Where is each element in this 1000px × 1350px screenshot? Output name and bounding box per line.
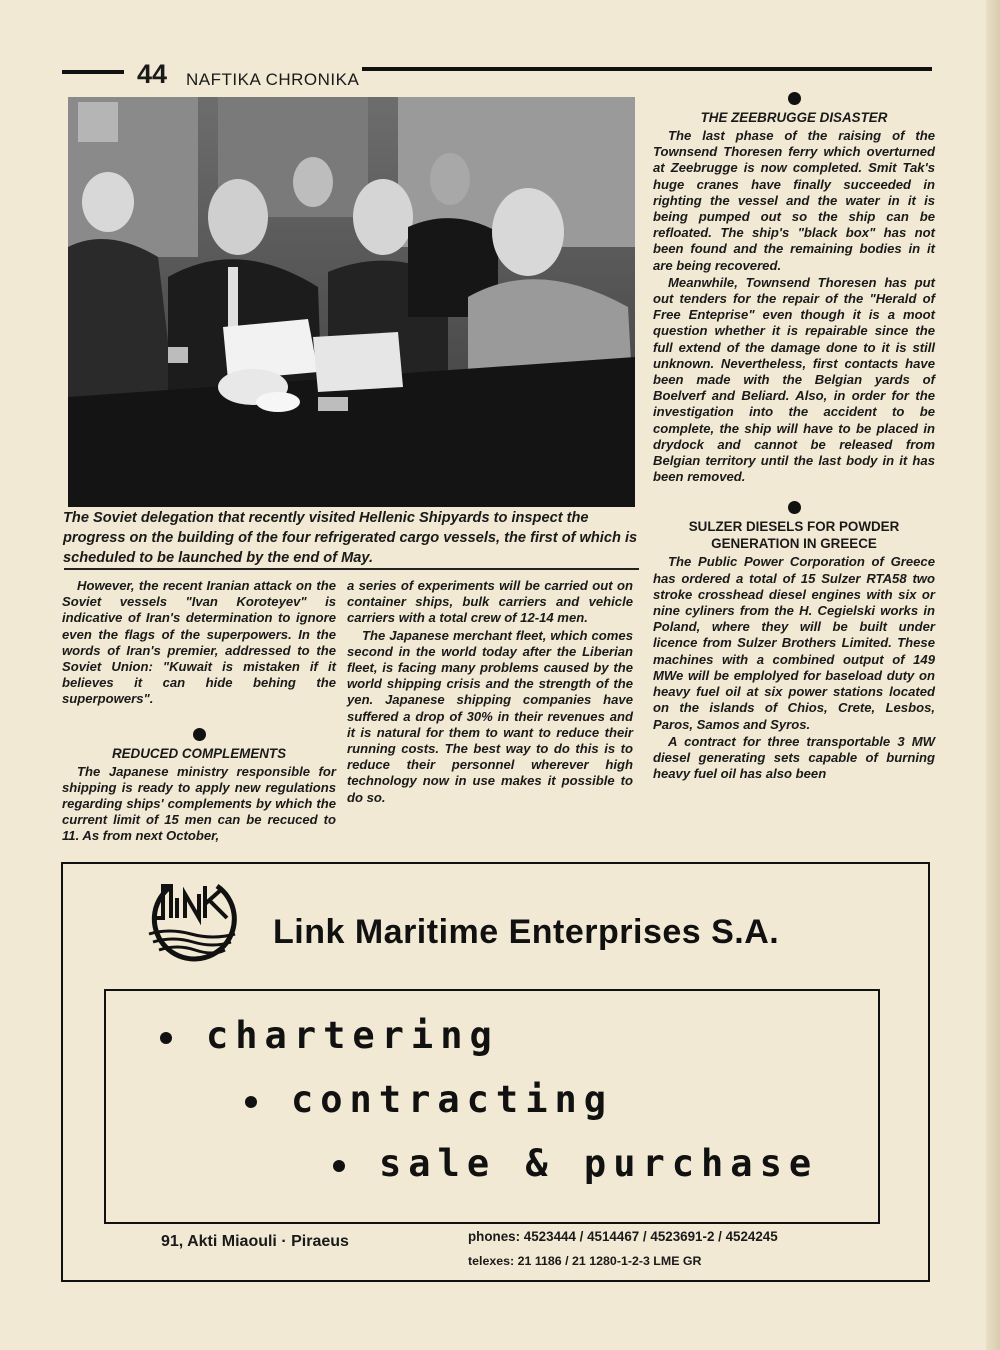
- bullet-dot: [333, 1160, 345, 1172]
- bullet-dot: [160, 1032, 172, 1044]
- section-bullet: [788, 92, 801, 105]
- iran-paragraph: However, the recent Iranian attack on the Soviet vessels "Ivan Koroteyev" is indicative of Iran's determination to ignore even the flags of the superpowers. In the words of Iran's premier, addressed to the Soviet Union: "Kuwait is mistaken if it believes it can hide behing the superpowers".: [62, 578, 336, 707]
- experiments-paragraph: a series of experiments will be carried out on container ships, bulk carriers and vehicle carriers with a total crew of 12-14 men.: [347, 578, 633, 626]
- zeebrugge-heading: THE ZEEBRUGGE DISASTER: [700, 110, 888, 125]
- link-logo: [139, 878, 243, 962]
- link-maritime-advertisement: [61, 862, 930, 1282]
- header-rule: [362, 67, 932, 71]
- page-number: 44: [137, 59, 168, 89]
- page-edge: [986, 0, 1000, 1350]
- section-bullet: [788, 501, 801, 514]
- header-rule: [62, 70, 124, 74]
- sulzer-paragraph: The Public Power Corporation of Greece has ordered a total of 15 Sulzer RTA58 two stroke crosshead diesel engines with six or nine cyliners from the H. Cegielski works in Poland, where they will be built under licence from Sulzer Brothers Limited. These machines with a combined output of 149 MWe will be emplolyed for baseload duty on heavy fuel oil at six power stations located on the islands of Chios, Crete, Lesbos, Paros, Samos and Syros.: [653, 554, 935, 732]
- caption-rule: [64, 568, 639, 570]
- service-label: contracting: [291, 1078, 614, 1121]
- magazine-name: NAFTIKA CHRONIKA: [186, 70, 360, 89]
- sulzer-paragraph: A contract for three transportable 3 MW diesel generating sets capable of burning heavy fuel oil has also been: [653, 733, 935, 782]
- company-address: 91, Akti Miaouli · Piraeus: [161, 1233, 349, 1250]
- japanese-fleet-paragraph: The Japanese merchant fleet, which comes second in the world today after the Liberian fleet, is facing many problems caused by the world shipping crisis and the strength of the yen. Japanese shipping companies have suffered a drop of 30% in their revenues and it is natural for them to want to reduce their running costs. The best way to do this is to reduce their personnel wherever high technology now in use makes it possible to do so.: [347, 627, 633, 805]
- service-item: [245, 1079, 613, 1121]
- service-item: [160, 1015, 499, 1057]
- company-phones: phones: 4523444 / 4514467 / 4523691-2 / 4524245: [468, 1229, 778, 1244]
- services-box: [104, 989, 880, 1224]
- middle-column: [347, 578, 633, 806]
- reduced-complements-heading: REDUCED COMPLEMENTS: [111, 745, 287, 761]
- reduced-complements-paragraph: The Japanese ministry responsible for shipping is ready to apply new regulations regarding ships' complements by which the current limit of 15 men can be recuced to 11. As from next October,: [62, 763, 336, 844]
- company-telexes: telexes: 21 1186 / 21 1280-1-2-3 LME GR: [468, 1254, 702, 1268]
- zeebrugge-paragraph: Meanwhile, Townsend Thoresen has put out tenders for the repair of the "Herald of Free Enteprise" even though it is a moot question whether it is repairable since the full extend of the damage done to it is still unknown. Nevertheless, first contacts have been made with the Belgian yards of Boelverf and Beliard. Also, in order for the investigation into the accident to be complete, the ship will have to be placed in drydock and cannot be released from Belgian territory until the last body in it has been removed.: [653, 274, 935, 485]
- sulzer-heading: SULZER DIESELS FOR POWDER GENERATION IN GREECE: [688, 519, 900, 552]
- section-bullet: [193, 728, 206, 741]
- company-name: Link Maritime Enterprises S.A.: [273, 913, 780, 951]
- left-column: [62, 578, 336, 845]
- service-label: chartering: [206, 1014, 499, 1057]
- bullet-dot: [245, 1096, 257, 1108]
- delegation-photo: [68, 97, 635, 507]
- zeebrugge-paragraph: The last phase of the raising of the Townsend Thoresen ferry which overturned at Zeebrugge is now completed. Smit Tak's huge cranes have finally succeeded in righting the vessel and the water in it is being pumped out so the ship can be refloated. The ship's "black box" has not been found and the remaining bodies in it are being recovered.: [653, 128, 935, 273]
- right-column: [653, 92, 935, 782]
- service-label: sale & purchase: [379, 1142, 819, 1185]
- service-item: [333, 1143, 818, 1185]
- photo-caption: The Soviet delegation that recently visited Hellenic Shipyards to inspect the progress on the building of the four refrigerated cargo vessels, the first of which is scheduled to be launched by the end of May.: [63, 510, 638, 566]
